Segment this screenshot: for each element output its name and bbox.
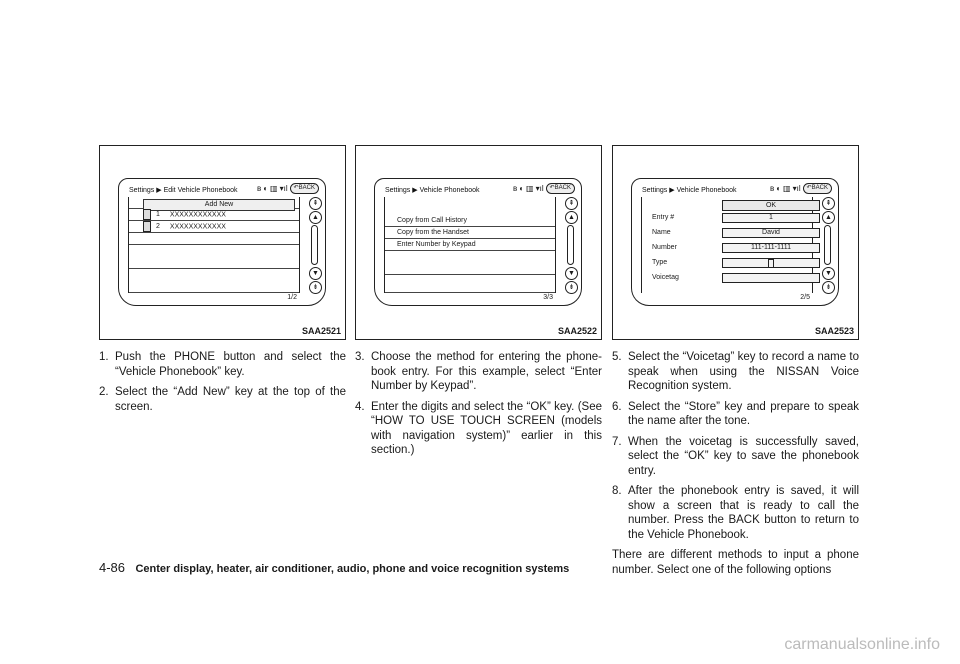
screen-title: Settings ▶ Edit Vehicle Phonebook (129, 187, 238, 194)
step-number: 7. (612, 435, 622, 448)
page-footer (99, 559, 569, 577)
type-field[interactable] (722, 258, 820, 268)
back-label: BACK (554, 185, 571, 191)
figure-code: SAA2521 (301, 326, 341, 336)
scroll-controls (308, 197, 322, 293)
page-number: 4-86 (99, 560, 126, 575)
scrollbar[interactable] (824, 225, 831, 265)
step-text: Select the “Store” key and prepare to speak the name after the tone. (628, 400, 859, 427)
list-row (129, 257, 299, 269)
scroll-up-icon[interactable]: ▲ (309, 211, 322, 224)
option-label: Enter Number by Keypad (397, 241, 476, 248)
step-text: After the phonebook entry is saved, it will show a screen that is ready to call the number. Press the BACK button to return to the Vehicle Phonebook. (628, 485, 859, 541)
option-label: Copy from Call History (397, 217, 468, 224)
status-icons (513, 183, 575, 194)
step-item (612, 484, 859, 542)
list-item[interactable] (385, 239, 555, 251)
list-area (128, 197, 300, 293)
status-icons (257, 183, 319, 194)
phone-icon: ◐ (263, 183, 269, 193)
phonebook-entry-icon (143, 221, 151, 232)
chapter-title: Center display, heater, air conditioner, audio, phone and voice recognition systems (135, 563, 570, 575)
step-number: 6. (612, 400, 622, 413)
entry-number: 1 (155, 211, 160, 219)
page-up-icon[interactable]: ⇞ (309, 197, 322, 210)
step-text: Select the “Voicetag” key to record a name to speak when using the NISSAN Voice Recognition system. (628, 351, 859, 392)
field-label: Number (652, 244, 677, 251)
scrollbar[interactable] (311, 225, 318, 265)
figure-entry-form (612, 145, 859, 340)
back-button[interactable]: ↶BACK (290, 183, 319, 194)
step-number: 2. (99, 386, 109, 398)
field-label: Name (652, 229, 671, 236)
bluetooth-icon: ʙ (769, 183, 775, 193)
step-text: Enter the digits and select the “OK” key. (See “HOW TO USE TOUCH SCREEN (models with navigation system)” earlier in this section.) (371, 400, 602, 456)
field-label: Type (652, 259, 668, 266)
form-row-entry (652, 211, 822, 224)
step-number: 5. (612, 351, 622, 363)
list-row (385, 281, 555, 293)
form-row-voicetag (652, 271, 822, 284)
name-field[interactable]: David (722, 228, 820, 238)
step-number: 8. (612, 485, 622, 497)
figure-entry-method (355, 145, 602, 340)
display-screen (118, 178, 326, 306)
entry-text: XXXXXXXXXXXX (169, 211, 226, 219)
back-button[interactable]: ↶BACK (546, 183, 575, 194)
display-screen (374, 178, 582, 306)
voicetag-field[interactable] (722, 273, 820, 283)
field-label: Voicetag (652, 274, 679, 281)
list-item[interactable] (385, 215, 555, 227)
column-2 (355, 145, 602, 464)
step-item (612, 435, 859, 479)
step-text: Choose the method for entering the phone-book entry. For this example, select “Enter Number by Keypad”. (371, 351, 602, 392)
back-button[interactable]: ↶BACK (803, 183, 832, 194)
scroll-down-icon[interactable]: ▼ (565, 267, 578, 280)
scroll-down-icon[interactable]: ▼ (822, 267, 835, 280)
list-item[interactable] (129, 209, 299, 221)
scroll-up-icon[interactable]: ▲ (822, 211, 835, 224)
page-indicator: 2/5 (800, 294, 810, 301)
steps-list (355, 350, 602, 458)
step-item (355, 400, 602, 458)
column-1 (99, 145, 346, 420)
entry-text: XXXXXXXXXXXX (169, 223, 226, 231)
phone-icon: ◐ (776, 183, 782, 193)
step-item (355, 350, 602, 394)
page-down-icon[interactable]: ⇟ (822, 281, 835, 294)
status-icons (770, 183, 832, 194)
add-new-button[interactable]: Add New (143, 199, 295, 211)
step-number: 3. (355, 351, 365, 363)
page-indicator: 1/2 (287, 294, 297, 301)
body-paragraph: There are different methods to input a phone number. Select one of the following options (612, 549, 859, 576)
back-label: BACK (811, 185, 828, 191)
page-up-icon[interactable]: ⇞ (565, 197, 578, 210)
bluetooth-icon: ʙ (256, 183, 262, 193)
scroll-controls (821, 197, 835, 293)
entry-number-field[interactable]: 1 (722, 213, 820, 223)
list-row (129, 197, 299, 209)
scroll-up-icon[interactable]: ▲ (565, 211, 578, 224)
step-item (612, 400, 859, 429)
scrollbar[interactable] (567, 225, 574, 265)
phone-type-icon (768, 259, 774, 268)
figure-edit-phonebook (99, 145, 346, 340)
back-label: BACK (298, 185, 315, 191)
step-number: 1. (99, 351, 109, 363)
figure-code: SAA2522 (557, 326, 597, 336)
display-screen (631, 178, 839, 306)
step-text: Select the “Add New” key at the top of the screen. (115, 386, 346, 413)
list-item[interactable] (385, 227, 555, 239)
figure-code: SAA2523 (814, 326, 854, 336)
signal-icon: ▾ıl (792, 183, 801, 193)
step-item (99, 350, 346, 379)
page-down-icon[interactable]: ⇟ (565, 281, 578, 294)
list-row (129, 233, 299, 245)
signal-icon: ▾ıl (535, 183, 544, 193)
steps-list (612, 350, 859, 542)
page-up-icon[interactable]: ⇞ (822, 197, 835, 210)
step-item (612, 350, 859, 394)
scroll-down-icon[interactable]: ▼ (309, 267, 322, 280)
screen-title: Settings ▶ Vehicle Phonebook (385, 187, 480, 194)
option-label: Copy from the Handset (397, 229, 469, 236)
step-item (99, 385, 346, 414)
step-text: Push the PHONE button and select the “Vehicle Phonebook” key. (115, 351, 346, 378)
scroll-controls (564, 197, 578, 293)
number-field[interactable]: 111-111-1111 (722, 243, 820, 253)
phonebook-entry-icon (143, 209, 151, 220)
column-3 (612, 145, 859, 577)
steps-list (99, 350, 346, 414)
list-row (385, 263, 555, 275)
bluetooth-icon: ʙ (512, 183, 518, 193)
signal-icon: ▾ıl (279, 183, 288, 193)
ok-button[interactable]: OK (722, 200, 820, 211)
list-row (129, 281, 299, 293)
list-item[interactable] (129, 221, 299, 233)
entry-number: 2 (155, 223, 160, 231)
form-row-number (652, 241, 822, 254)
page-down-icon[interactable]: ⇟ (309, 281, 322, 294)
battery-icon: ▥ (526, 183, 534, 193)
phone-icon: ◐ (519, 183, 525, 193)
screen-title: Settings ▶ Vehicle Phonebook (642, 187, 737, 194)
field-label: Entry # (652, 214, 675, 221)
page-indicator: 3/3 (543, 294, 553, 301)
form-row-type (652, 256, 822, 269)
step-text: When the voicetag is successfully saved, select the “OK” key to save the phonebook entry. (628, 435, 859, 477)
step-number: 4. (355, 400, 365, 413)
form-row-name (652, 226, 822, 239)
form-area (641, 197, 813, 293)
battery-icon: ▥ (783, 183, 791, 193)
list-area (384, 197, 556, 293)
watermark: carmanualsonline.info (784, 636, 940, 653)
battery-icon: ▥ (270, 183, 278, 193)
